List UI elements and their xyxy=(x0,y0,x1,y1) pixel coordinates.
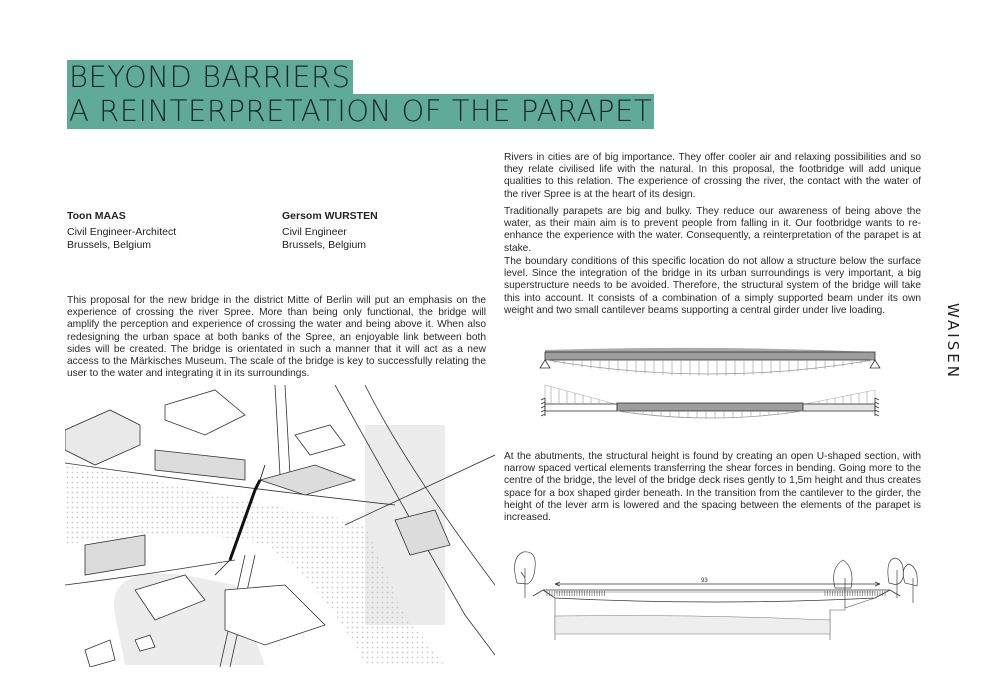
simply-supported-beam xyxy=(540,348,880,376)
paragraph-rivers: Rivers in cities are of big importance. They offer cooler air and relaxing possibilities and so they relate civilised life with the natural. In this proposal, the footbridge will add unique qualities to this relation. The experience of crossing the river, the contact with the water of the river Spree is at the heart of its design. xyxy=(504,152,921,200)
author-name: Gersom WURSTEN xyxy=(282,210,378,222)
paragraph-boundary: The boundary conditions of this specific location do not allow a structure below the surface level. Since the integration of the bridge in its urban surroundings is very important, a big superstructure needs to be avoided. Therefore, the structural system of the bridge will take this into account. It consists of a combination of a simply supported beam under its own weight and two small cantilever beams supporting a central girder under live loading. xyxy=(504,256,921,316)
fixed-support-right xyxy=(875,398,879,416)
author-role: Civil Engineer-Architect xyxy=(67,226,177,238)
author-name: Toon MAAS xyxy=(67,210,126,222)
pin-support-left xyxy=(540,360,550,368)
structural-diagram xyxy=(535,340,885,420)
title-line-1: BEYOND BARRIERS xyxy=(69,60,351,94)
author-2 xyxy=(282,210,378,252)
bridge-section-drawing xyxy=(505,548,925,640)
author-location: Brussels, Belgium xyxy=(282,239,367,251)
author-location: Brussels, Belgium xyxy=(67,239,152,251)
dimension-line xyxy=(555,582,880,586)
span-label: 93 xyxy=(701,578,708,584)
title-line-2: A REINTERPRETATION OF THE PARAPET xyxy=(69,94,653,128)
paragraph-parapets: Traditionally parapets are big and bulky. They reduce our awareness of being above the water, as their main aim is to prevent people from falling in it. Our footbridge wants to re-enhance the experience with the water. Consequently, a reinterpretation of the parapet is at stake. xyxy=(504,206,921,254)
tree-icon xyxy=(515,552,536,598)
author-role: Civil Engineer xyxy=(282,226,347,238)
intro-paragraph: This proposal for the new bridge in the district Mitte of Berlin will put an emphasis on the experience of crossing the river Spree. More than being only functional, the bridge will amplify the perception and experience of crossing the water and being above it. When also redesigning the urban space at both banks of the Spree, an enjoyable link between both sides will be created. The bridge is orientated in such a manner that it will act as a new access to the Märkisches Museum. The scale of the bridge is key to successfully relating the user to the water and integrating it in its surroundings. xyxy=(67,295,486,380)
pin-support-right xyxy=(870,360,880,368)
side-label: WAISEN xyxy=(944,303,962,380)
paragraph-abutments: At the abutments, the structural height is found by creating an open U-shaped section, with narrow spaced vertical elements transferring the shear forces in bending. Going more to the centre of the bridge, the level of the bridge deck rises gently to 1,5m height and thus creates space for a box shaped girder beneath. In the transition from the cantilever to the girder, the height of the lever arm is lowered and the spacing between the elements of the parapet is increased. xyxy=(504,451,921,524)
author-1 xyxy=(67,210,176,252)
water xyxy=(555,616,830,635)
cantilever-girder xyxy=(541,385,879,418)
fixed-support-left xyxy=(541,398,545,416)
urban-map-axonometric xyxy=(65,385,495,667)
tree-icon xyxy=(888,558,917,603)
